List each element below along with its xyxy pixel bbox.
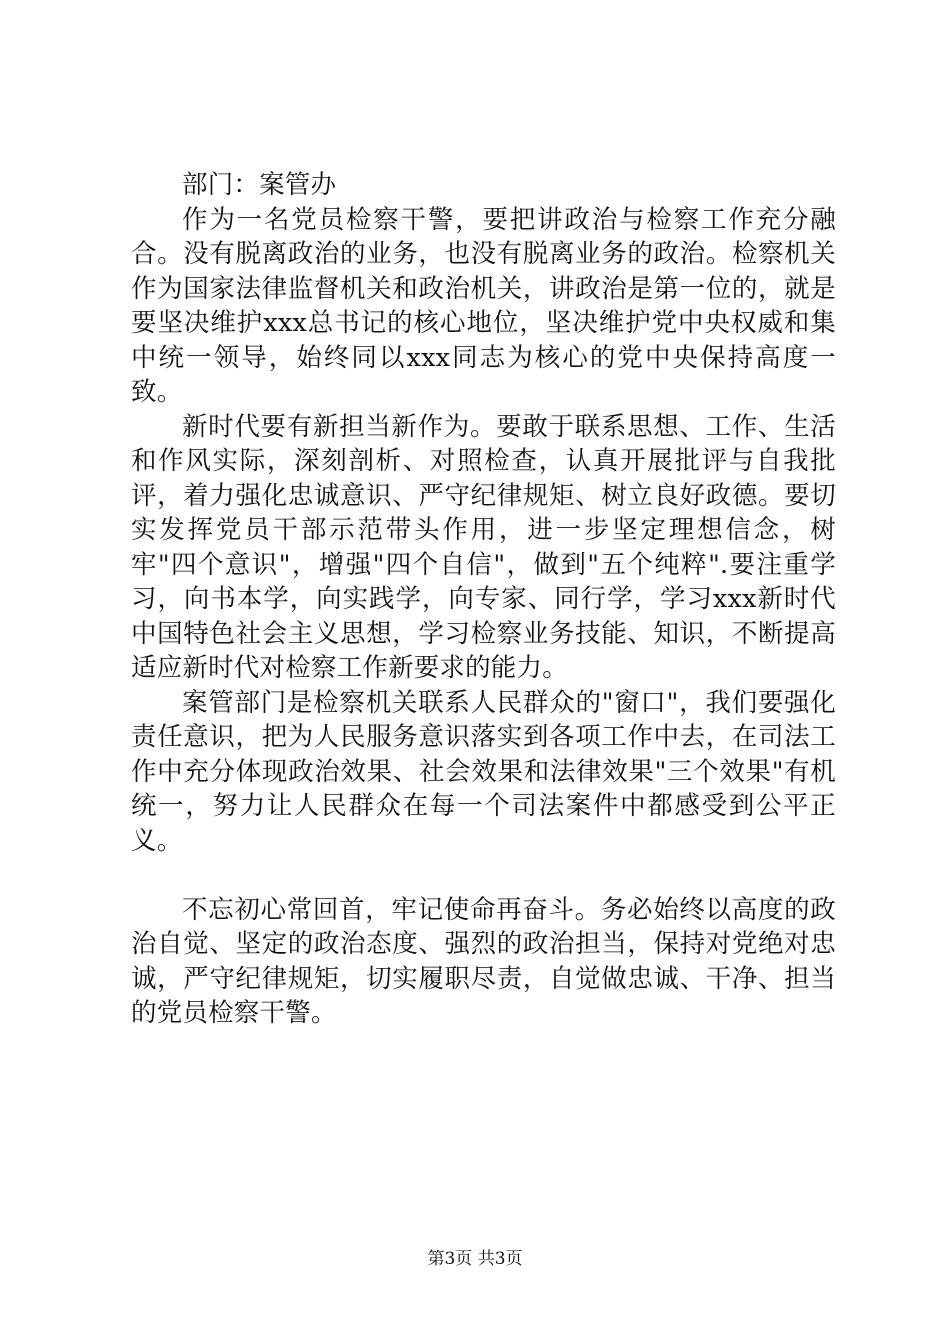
paragraph-1: 作为一名党员检察干警，要把讲政治与检察工作充分融合。没有脱离政治的业务，也没有脱离业务的政治。检察机关作为国家法律监督机关和政治机关，讲政治是第一位的，就是要坚决维护xxx总书记的核心地位，坚决维护党中央权威和集中统一领导，始终同以xxx同志为核心的党中央保持高度一致。 — [131, 204, 836, 407]
paragraph-2: 新时代要有新担当新作为。要敢于联系思想、工作、生活和作风实际，深刻剖析、对照检查，认真开展批评与自我批评，着力强化忠诚意识、严守纪律规矩、树立良好政德。要切实发挥党员干部示范带头作用，进一步坚定理想信念，树牢"四个意识"，增强"四个自信"，做到"五个纯粹".要注重学习，向书本学，向实践学，向专家、同行学，学习xxx新时代中国特色社会主义思想，学习检察业务技能、知识，不断提高适应新时代对检察工作新要求的能力。 — [131, 411, 836, 683]
paragraph-4: 不忘初心常回首，牢记使命再奋斗。务必始终以高度的政治自觉、坚定的政治态度、强烈的政治担当，保持对党绝对忠诚，严守纪律规矩，切实履职尽责，自觉做忠诚、干净、担当的党员检察干警。 — [131, 894, 836, 1028]
document-body — [131, 168, 836, 1031]
paragraph-3: 案管部门是检察机关联系人民群众的"窗口"，我们要强化责任意识，把为人民服务意识落实到各项工作中去，在司法工作中充分体现政治效果、社会效果和法律效果"三个效果"有机统一，努力让人民群众在每一个司法案件中都感受到公平正义。 — [131, 687, 836, 856]
page-footer — [0, 1244, 950, 1269]
department-line: 部门：案管办 — [182, 170, 337, 200]
page-number: 第3页 共3页 — [427, 1249, 523, 1269]
